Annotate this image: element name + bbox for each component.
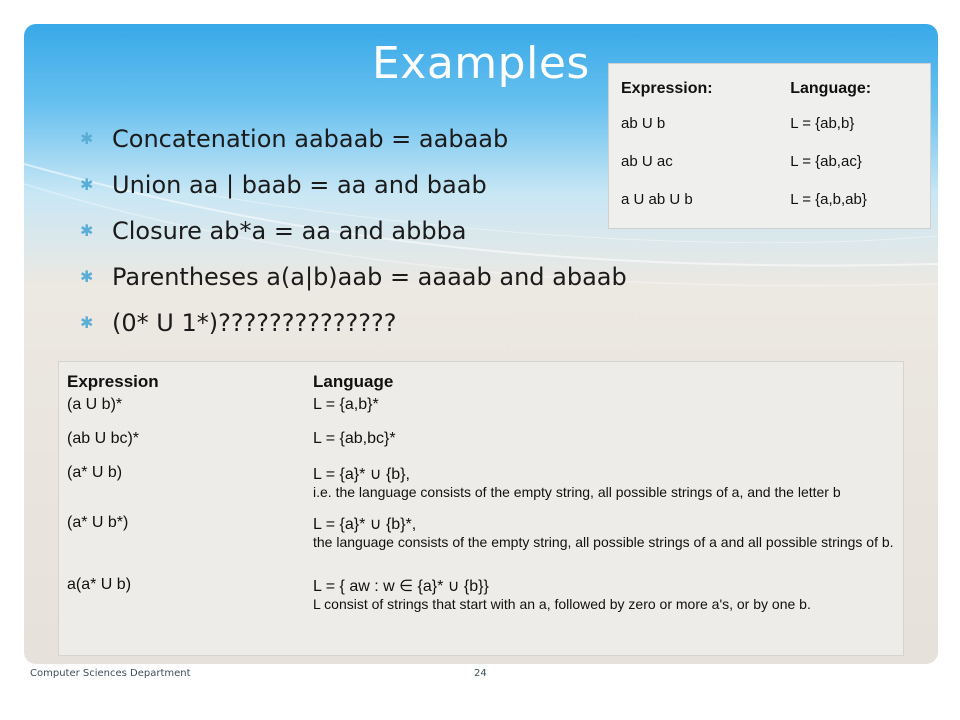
language-cell: [305, 430, 903, 464]
expression-cell: ab U ac: [621, 152, 673, 170]
asterisk-bullet-icon: ✱: [80, 221, 94, 240]
table-header-expression: Expression: [67, 372, 159, 391]
language-formula: L = { aw : w ∈ {a}* ∪ {b}}: [313, 578, 489, 595]
language-formula: L = {ab,bc}*: [313, 430, 396, 447]
bullet-text: Concatenation aabaab = aabaab: [112, 125, 509, 153]
language-cell: [305, 396, 903, 430]
language-formula: L = {a}* ∪ {b},: [313, 466, 410, 483]
language-formula: L = {a,b}*: [313, 396, 379, 413]
small-expression-table: [608, 63, 931, 229]
table-row: [609, 142, 930, 180]
bullet-text: Parentheses a(a|b)aab = aaaab and abaab: [112, 263, 627, 291]
table-row: [59, 430, 903, 464]
footer-department: Computer Sciences Department: [30, 668, 191, 679]
expression-cell: (a* U b): [67, 464, 123, 481]
expression-cell: (ab U bc)*: [67, 430, 140, 447]
language-cell: L = {ab,b}: [790, 114, 855, 132]
asterisk-bullet-icon: ✱: [80, 175, 94, 194]
language-description: the language consists of the empty string, all possible strings of a and all possible strings of b.: [313, 534, 894, 550]
slide-title: Examples: [372, 38, 590, 89]
table-row: [609, 104, 930, 142]
asterisk-bullet-icon: ✱: [80, 313, 94, 332]
language-description: i.e. the language consists of the empty string, all possible strings of a, and the letter b: [313, 484, 841, 500]
expression-cell: a U ab U b: [621, 190, 693, 208]
large-expression-table: [58, 361, 904, 656]
asterisk-bullet-icon: ✱: [80, 129, 94, 148]
bullet-text: Union aa | baab = aa and baab: [112, 171, 487, 199]
expression-cell: a(a* U b): [67, 576, 132, 593]
expression-cell: (a* U b*): [67, 514, 129, 531]
table-row: [59, 514, 903, 576]
bullet-text: (0* U 1*)??????????????: [112, 309, 397, 337]
table-row: [59, 464, 903, 514]
table-header-language: Language:: [790, 80, 872, 97]
expression-cell: (a U b)*: [67, 396, 123, 413]
table-header-language: Language: [313, 372, 394, 391]
language-cell: [305, 576, 903, 638]
table-row: [59, 396, 903, 430]
language-cell: [305, 514, 903, 576]
expression-cell: ab U b: [621, 114, 666, 132]
asterisk-bullet-icon: ✱: [80, 267, 94, 286]
table-header-expression: Expression:: [621, 80, 713, 97]
language-cell: [305, 464, 903, 514]
language-description: L consist of strings that start with an a, followed by zero or more a's, or by one b.: [313, 596, 811, 612]
table-row: [59, 576, 903, 638]
footer-page-number: 24: [474, 668, 487, 679]
bullet-text: Closure ab*a = aa and abbba: [112, 217, 467, 245]
table-row: [609, 180, 930, 218]
language-formula: L = {a}* ∪ {b}*,: [313, 516, 417, 533]
language-cell: L = {a,b,ab}: [790, 190, 867, 208]
language-cell: L = {ab,ac}: [790, 152, 862, 170]
